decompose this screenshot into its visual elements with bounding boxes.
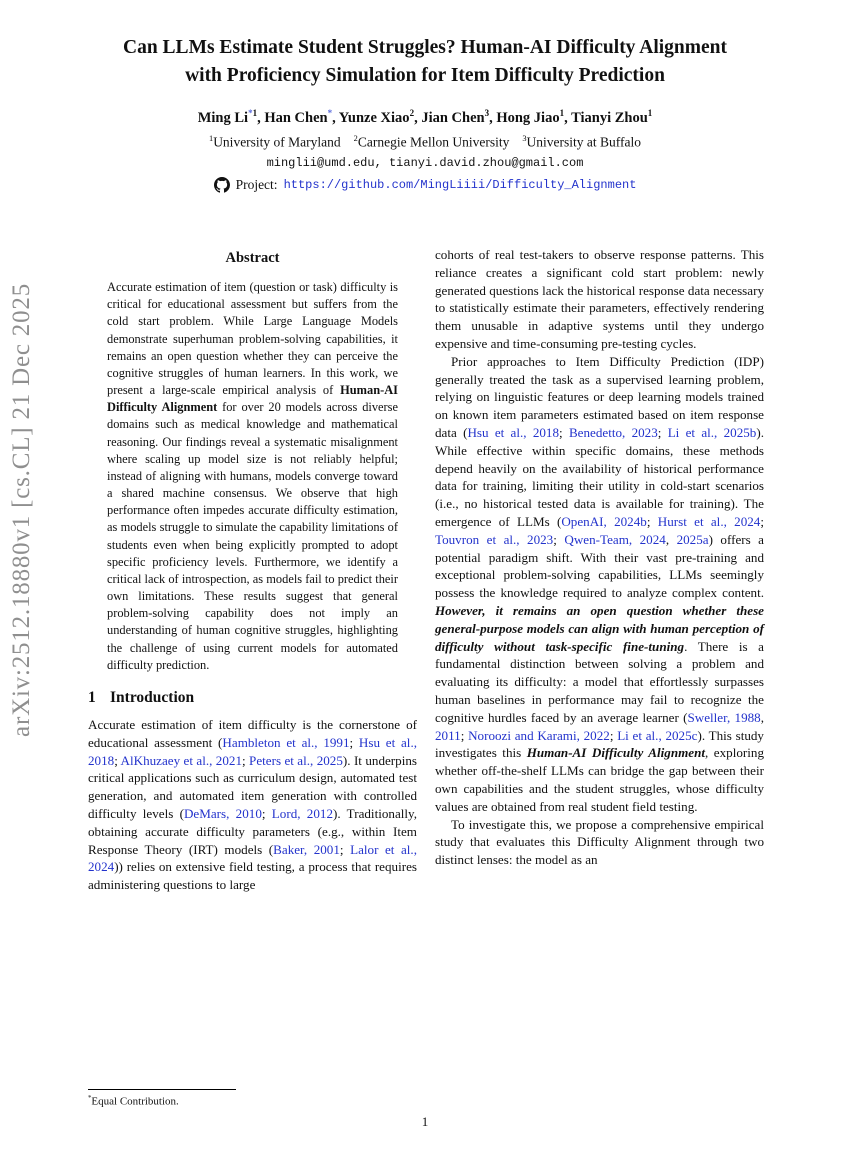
text-segment: ; [242,752,250,768]
citation-link[interactable]: Benedetto, 2023 [568,424,658,440]
paper-title [0,34,850,89]
github-icon [214,177,230,193]
introduction-paragraph [88,716,417,894]
abstract-heading: Abstract [225,250,280,266]
citation-link[interactable]: Li et al., 2025c [617,727,698,743]
paper-title-line1: Can LLMs Estimate Student Struggles? Human-AI Difficulty Alignment [123,37,727,58]
arxiv-watermark: arXiv:2512.18880v1 [cs.CL] 21 Dec 2025 [8,283,35,737]
right-column-paragraph [435,246,764,353]
text-segment: * [327,108,333,119]
footnote-text [88,1095,417,1108]
text-segment: ; [559,424,569,440]
text-segment: However, it remains an open question whether these general-purpose models can align with human perception of difficulty without task-specific fine-tuning [435,602,764,654]
affiliation-line [0,134,850,151]
citation-link[interactable]: Hambleton et al., 1991 [222,734,350,750]
text-segment: ; [646,513,658,529]
citation-link[interactable]: Baker, 2001 [273,841,340,857]
citation-link[interactable]: Lalor et al., 2024 [88,841,417,875]
citation-link[interactable]: Hurst et al., 2024 [657,513,761,529]
text-segment: , Han Chen [257,110,328,127]
paper-header [0,0,850,193]
citation-link[interactable]: OpenAI, 2024b [561,513,647,529]
text-segment: Ming Li [197,110,249,127]
text-segment: ; [657,424,668,440]
text-segment: 1 [209,134,214,144]
citation-link[interactable]: 2011 [435,727,461,743]
text-segment: * [88,1095,92,1103]
text-segment: ). While effective within specific domains, these methods depend heavily on the availability of historical performance data for training, limiting their utility in cold-start scenarios (i.e., no historical tested data is available for training). The emergence of LLMs ( [435,424,764,529]
text-segment: ; [760,513,764,529]
section-heading-introduction [88,689,417,707]
text-segment: ; [460,727,469,743]
text-segment: ; [339,841,351,857]
citation-link[interactable]: AlKhuzaey et al., 2021 [120,752,242,768]
project-link[interactable]: https://github.com/MingLiiii/Difficulty_Alignment [283,177,637,192]
text-segment: ; [114,752,121,768]
text-segment: , Jian Chen [414,110,485,127]
project-label: Project: [235,176,278,192]
citation-link[interactable]: Noroozi and Karami, 2022 [468,727,610,743]
text-segment: To investigate this, we propose a comprehensive empirical study that evaluates this Difficulty Alignment through two distinct lenses: the model as an [435,816,764,868]
text-segment: Accurate estimation of item (question or task) difficulty is critical for educational assessment but suffers from the cold start problem. While Large Language Models demonstrate superhuman problem-solving capabilities, it remains an open question whether they can perceive the cognitive struggles of human learners. In this work, we present a large-scale empirical analysis of [107,280,398,398]
text-segment: . There is a fundamental distinction between solving a problem and evaluating its difficulty: a model that effortlessly surpasses human baselines in performance may fail to recognize the cognitive hurdles faced by an average learner ( [435,638,764,725]
text-segment: 1 [647,108,653,119]
text-segment: ; [553,531,565,547]
text-segment: , [760,709,764,725]
citation-link[interactable]: Li et al., 2025b [667,424,757,440]
abstract-text [107,279,398,674]
text-segment: 3 [484,108,490,119]
text-segment: , Tianyi Zhou [564,110,648,127]
footnote [88,1081,417,1108]
text-segment: * [248,108,253,119]
text-segment: 2 [353,134,358,144]
text-segment: ) offers a potential paradigm shift. With their vast pre-training and exceptional problem-solving capabilities, LLMs seemingly possess the knowledge required to analyze complex content. [435,531,764,601]
email-line: minglii@umd.edu, tianyi.david.zhou@gmail.com [266,155,584,170]
citation-link[interactable]: Sweller, 1988 [687,709,761,725]
citation-link[interactable]: Peters et al., 2025 [249,752,343,768]
footnote-rule [88,1089,236,1090]
text-segment: 1 [252,108,258,119]
paper-title-line2: with Proficiency Simulation for Item Difficulty Prediction [185,64,665,86]
text-segment: ; [261,805,272,821]
text-segment: 2 [409,108,415,119]
right-column-paragraph [435,816,764,869]
author-line [0,108,850,127]
text-segment: , Yunze Xiao [332,110,410,127]
text-segment: Carnegie Mellon University [357,134,510,150]
citation-link[interactable]: Qwen-Team, 2024 [564,531,666,547]
right-column [435,246,764,1108]
citation-link[interactable]: 2025a [676,531,709,547]
citation-link[interactable]: Hsu et al., 2018 [88,734,417,768]
text-segment: Equal Contribution. [91,1096,179,1108]
text-segment: Prior approaches to Item Difficulty Prediction (IDP) generally treated the task as a supervised learning problem, relying on linguistic features or deep learning models trained on known item parameters estimated based on item response data ( [435,353,764,440]
page-number: 1 [421,1114,429,1129]
two-column-body [88,246,764,1108]
text-segment: cohorts of real test-takers to observe response patterns. This reliance creates a significant cold start problem: newly generated questions lack the historical response data necessary to statistically estimate their parameters, effectively rendering them unusable in adaptive systems until they undergo expensive and time-consuming pre-testing cycles. [435,247,764,351]
text-segment: , Hong Jiao [489,110,560,127]
section-number: 1 [88,688,96,706]
project-line [0,177,850,193]
text-segment: University of Maryland [213,134,341,150]
section-title: Introduction [110,688,195,706]
left-column [88,246,417,1108]
text-segment: Human-AI Difficulty Alignment [107,383,398,415]
text-segment: ; [349,734,359,750]
citation-link[interactable]: Touvron et al., 2023 [435,531,554,547]
citation-link[interactable]: DeMars, 2010 [183,805,262,821]
text-segment: for over 20 models across diverse domains such as medical knowledge and mathematical reasoning. Our findings reveal a systematic misalignment where scaling up model size is not reliably helpful; instead of aligning with humans, models converge toward a shared machine consensus. We observe that high performance often impedes accurate difficulty estimation, as models struggle to simulate the capability limitations of students even when being explicitly prompted to adopt specific proficiency levels. Furthermore, we identify a critical lack of introspection, as models fail to predict their own limitations. These results suggest that general problem-solving capability does not imply an understanding of human cognitive struggles, highlighting the challenge of using current models for automated difficulty prediction. [107,400,398,672]
text-segment: ). It underpins critical applications such as curriculum design, automated test generation, and automated item generation with controlled difficulty levels ( [88,752,417,821]
text-segment: ). Traditionally, obtaining accurate difficulty parameters (e.g., within Item Response Theory (IRT) models ( [88,805,417,857]
text-segment: 3 [522,134,527,144]
citation-link[interactable]: Lord, 2012 [271,805,333,821]
text-segment: University at Buffalo [526,134,641,150]
text-segment: ). This study investigates this [435,727,764,761]
text-segment: )) relies on extensive field testing, a process that requires administering questions to large [88,859,417,893]
citation-link[interactable]: Hsu et al., 2018 [467,424,560,440]
right-column-paragraph [435,353,764,816]
text-segment: , exploring whether off-the-shelf LLMs can bridge the gap between their own capabilities and the student struggles, whose difficulty values are obtained from real student field testing. [435,745,764,814]
text-segment: Accurate estimation of item difficulty is the cornerstone of educational assessment ( [88,716,417,750]
text-segment: , [665,531,677,547]
text-segment: Human-AI Difficulty Alignment [526,745,706,761]
text-segment: ; [609,727,618,743]
text-segment: 1 [559,108,565,119]
